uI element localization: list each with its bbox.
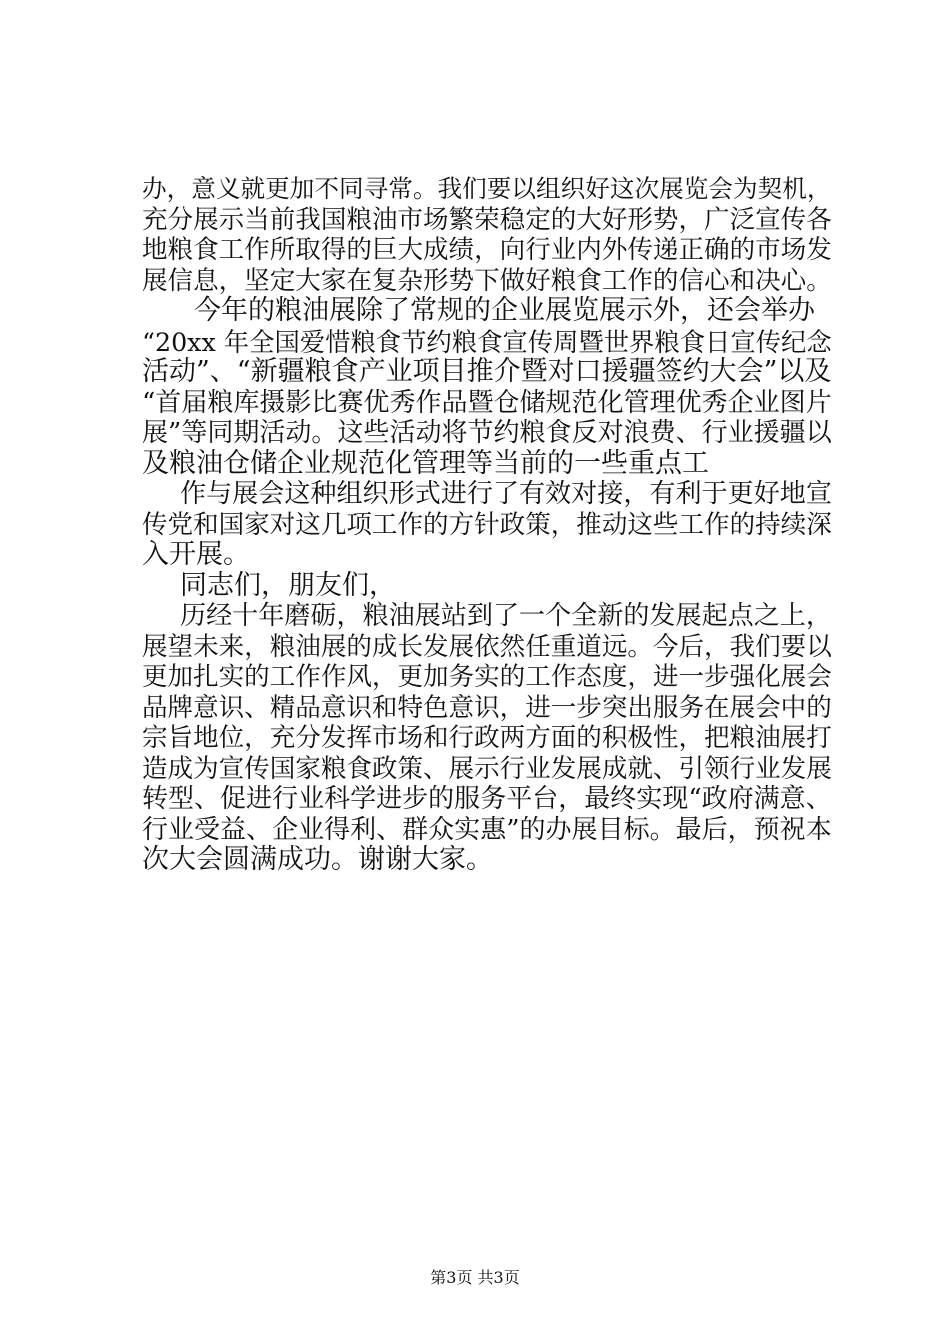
text-line: 转型、促进行业科学进步的服务平台，最终实现“政府满意、 bbox=[142, 784, 832, 814]
text-line: 及粮油仓储企业规范化管理等当前的一些重点工 bbox=[142, 447, 709, 479]
text-line: 地粮食工作所取得的巨大成绩，向行业内外传递正确的市场发 bbox=[142, 235, 832, 265]
page-footer: 第3页 共3页 bbox=[430, 1268, 520, 1287]
text-line: 活动”、“新疆粮食产业项目推介暨对口援疆签约大会”以及 bbox=[142, 356, 832, 387]
text-line: “20xx 年全国爱惜粮食节约粮食宣传周暨世界粮食日宣传纪念 bbox=[142, 326, 832, 357]
text-line: 宗旨地位，充分发挥市场和行政两方面的积极性，把粮油展打 bbox=[142, 723, 832, 753]
text-line: 历经十年磨砺，粮油展站到了一个全新的发展起点之上， bbox=[180, 601, 832, 631]
text-line: 同志们，朋友们， bbox=[180, 569, 396, 601]
text-line: 展望未来，粮油展的成长发展依然任重道远。今后，我们要以 bbox=[142, 631, 832, 662]
paragraph bbox=[142, 601, 832, 876]
document-body bbox=[142, 174, 832, 876]
text-line: 今年的粮油展除了常规的企业展览展示外，还会举办 bbox=[194, 295, 815, 326]
text-line: 行业受益、企业得利、群众实惠”的办展目标。最后，预祝本 bbox=[142, 814, 832, 845]
paragraph bbox=[142, 296, 832, 479]
text-line: 品牌意识、精品意识和特色意识，进一步突出服务在展会中的 bbox=[142, 692, 832, 723]
text-line: “首届粮库摄影比赛优秀作品暨仓储规范化管理优秀企业图片 bbox=[142, 387, 832, 418]
text-line: 展”等同期活动。这些活动将节约粮食反对浪费、行业援疆以 bbox=[142, 418, 832, 448]
text-line: 传党和国家对这几项工作的方针政策，推动这些工作的持续深 bbox=[142, 509, 832, 540]
text-line: 更加扎实的工作作风，更加务实的工作态度，进一步强化展会 bbox=[142, 662, 832, 692]
paragraph bbox=[142, 174, 832, 296]
text-line: 造成为宣传国家粮食政策、展示行业发展成就、引领行业发展 bbox=[142, 753, 832, 784]
paragraph bbox=[142, 479, 832, 571]
text-line: 充分展示当前我国粮油市场繁荣稳定的大好形势，广泛宣传各 bbox=[142, 204, 832, 235]
text-line: 展信息，坚定大家在复杂形势下做好粮食工作的信心和决心。 bbox=[142, 265, 832, 296]
paragraph bbox=[142, 571, 832, 602]
text-line: 次大会圆满成功。谢谢大家。 bbox=[142, 844, 493, 875]
text-line: 入开展。 bbox=[142, 539, 250, 570]
text-line: 作与展会这种组织形式进行了有效对接，有利于更好地宣 bbox=[180, 479, 832, 509]
text-line: 办，意义就更加不同寻常。我们要以组织好这次展览会为契机， bbox=[142, 174, 832, 203]
